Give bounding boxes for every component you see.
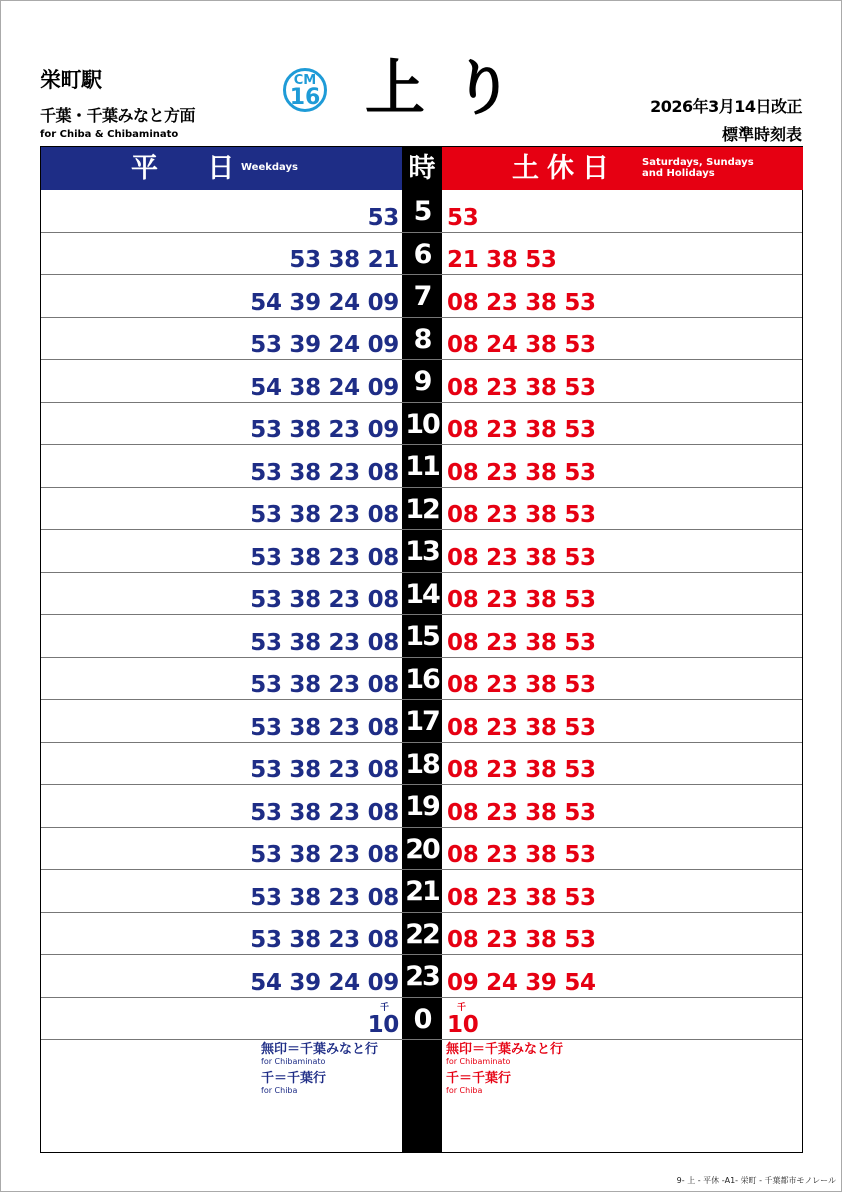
timetable-row [41,403,802,446]
holiday-minutes: 08 24 38 53 [447,332,596,358]
weekday-minutes: 53 38 23 08 [250,672,399,698]
holiday-minutes: 08 23 38 53 [447,587,596,613]
holiday-minutes: 08 23 38 53 [447,502,596,528]
hour-cell: 0 [413,1003,431,1035]
weekday-chiba-mark: 千 [379,1002,389,1013]
legend-chiba-mark: 千＝千葉行 [446,1071,512,1086]
hour-cell: 12 [405,493,439,525]
holiday-minutes: 08 23 38 53 [447,417,596,443]
timetable-row [41,488,802,531]
holiday-minutes: 08 23 38 53 [447,289,596,316]
hour-cell: 18 [405,748,439,780]
timetable-row [41,360,802,403]
legend-chiba-mark-en: for Chiba [261,1086,298,1095]
holidays-label: 土休日 [512,153,617,184]
holiday-minutes: 08 23 38 53 [447,629,596,656]
holidays-label-en-2: and Holidays [642,168,715,179]
legend-chiba-mark: 千＝千葉行 [261,1071,327,1086]
timetable-row [41,233,802,276]
hour-cell: 5 [413,196,431,227]
holiday-minutes: 08 23 38 53 [447,459,596,486]
holiday-minutes: 08 23 38 53 [447,544,596,571]
timetable-row [41,658,802,701]
weekday-minutes: 53 38 21 [289,247,399,273]
holiday-legend [446,1043,563,1101]
timetable-row [41,530,802,573]
hour-cell: 8 [413,323,431,355]
holiday-chiba-mark: 千 [457,1002,467,1013]
hour-cell: 21 [405,876,439,907]
legend-chiba-mark-en: for Chiba [446,1086,483,1095]
weekday-minutes: 10 [367,1012,399,1038]
hour-cell: 11 [405,451,439,482]
holiday-minutes: 08 23 38 53 [447,842,596,868]
weekday-minutes: 53 38 23 08 [250,714,399,741]
legend-no-mark: 無印＝千葉みなと行 [446,1042,564,1057]
hour-cell: 14 [405,578,439,610]
timetable-row [41,615,802,658]
station-name: 栄町駅 [40,68,102,92]
hour-cell: 13 [405,536,439,567]
weekday-minutes: 53 39 24 09 [250,332,399,358]
holiday-minutes: 10 [447,1012,479,1038]
weekday-minutes: 54 38 24 09 [250,374,399,401]
holiday-minutes: 08 23 38 53 [447,672,596,698]
weekday-legend [261,1043,378,1101]
holiday-minutes: 08 23 38 53 [447,927,596,953]
footer-code: 9- 上 - 平休 -A1- 栄町 - 千葉都市モノレール [676,1176,836,1185]
hour-cell: 19 [405,791,439,822]
weekday-minutes: 53 38 23 08 [250,884,399,911]
holiday-minutes: 08 23 38 53 [447,799,596,826]
weekday-minutes: 53 38 23 08 [250,502,399,528]
weekday-minutes: 53 38 23 08 [250,587,399,613]
legend-no-mark: 無印＝千葉みなと行 [261,1042,379,1057]
timetable-row [41,870,802,913]
weekday-minutes: 54 39 24 09 [250,969,399,996]
hour-cell: 17 [405,706,439,737]
timetable-row [41,998,802,1041]
timetable-row [41,913,802,956]
timetable-row [41,785,802,828]
legend-no-mark-en: for Chibaminato [261,1057,326,1066]
hour-cell: 10 [405,408,439,440]
legend-no-mark-en: for Chibaminato [446,1057,511,1066]
weekday-minutes: 54 39 24 09 [250,289,399,316]
timetable-row [41,828,802,871]
direction-title: 上り [365,54,541,124]
weekday-minutes: 53 [367,204,399,231]
hour-cell: 6 [413,238,431,270]
hour-cell: 15 [405,621,439,652]
table-kind: 標準時刻表 [721,125,802,144]
holiday-minutes: 21 38 53 [447,247,557,273]
weekday-minutes: 53 38 23 08 [250,799,399,826]
weekday-minutes: 53 38 23 08 [250,459,399,486]
holiday-minutes: 53 [447,204,479,231]
weekdays-label: 平 日 [131,153,255,184]
revision-date: 2026年3月14日改正 [650,97,802,116]
holiday-minutes: 08 23 38 53 [447,714,596,741]
holidays-header [442,147,803,190]
weekday-minutes: 53 38 23 08 [250,544,399,571]
timetable-row [41,743,802,786]
hour-cell: 9 [413,366,431,397]
holiday-minutes: 08 23 38 53 [447,884,596,911]
hour-cell: 7 [413,281,431,312]
destination: 千葉・千葉みなと方面 [40,106,196,125]
hour-cell: 20 [405,833,439,865]
weekdays-header [41,147,402,190]
timetable-row [41,700,802,743]
weekday-minutes: 53 38 23 08 [250,629,399,656]
weekday-minutes: 53 38 23 08 [250,842,399,868]
hour-cell: 16 [405,663,439,695]
weekday-minutes: 53 38 23 08 [250,757,399,783]
timetable-row [41,275,802,318]
weekday-minutes: 53 38 23 08 [250,927,399,953]
holiday-minutes: 08 23 38 53 [447,757,596,783]
holiday-minutes: 08 23 38 53 [447,374,596,401]
timetable-row [41,318,802,361]
timetable-row [41,445,802,488]
holidays-label-en [642,157,754,179]
line-code: CM [293,73,317,88]
timetable-row [41,190,802,233]
destination-en: for Chiba & Chibaminato [40,129,179,140]
timetable-row [41,955,802,998]
holiday-minutes: 09 24 39 54 [447,969,596,996]
timetable-row [41,573,802,616]
station-number: 16 [289,85,321,110]
timetable [40,146,803,1153]
hour-cell: 22 [405,918,439,950]
hour-cell: 23 [405,961,439,992]
hour-header: 時 [402,147,442,190]
weekdays-label-en: Weekdays [241,162,298,173]
station-number-badge [283,68,327,112]
weekday-minutes: 53 38 23 09 [250,417,399,443]
holidays-label-en-1: Saturdays, Sundays [642,157,754,168]
